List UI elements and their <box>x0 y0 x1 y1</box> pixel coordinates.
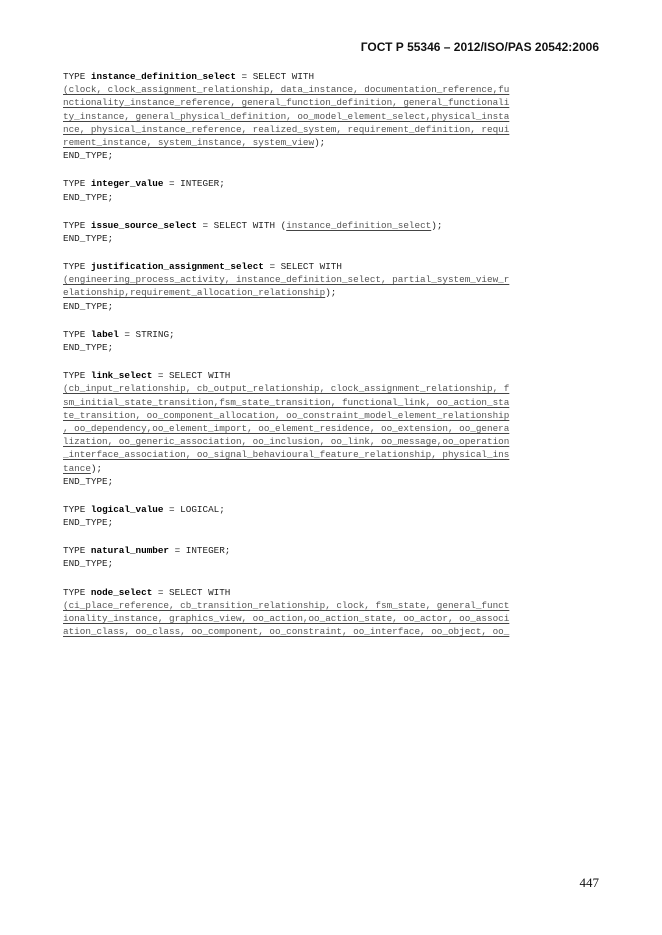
code-line <box>63 557 603 570</box>
reference-text: ation_class, oo_class, oo_component, oo_constraint, oo_interface, oo_object, oo_ <box>63 626 510 638</box>
code-text: TYPE <box>63 586 91 598</box>
code-line <box>63 219 603 232</box>
reference-text: (ci_place_reference, cb_transition_relationship, clock, fsm_state, general_funct <box>63 599 510 611</box>
code-text: END_TYPE; <box>63 558 114 570</box>
code-text: = SELECT WITH <box>263 261 342 273</box>
code-line <box>63 586 603 599</box>
reference-text: _interface_association, oo_signal_behavioural_feature_relationship, physical_ins <box>63 449 510 461</box>
blank-line <box>63 354 603 369</box>
document-header: ГОСТ Р 55346 – 2012/ISO/PAS 20542:2006 <box>360 40 599 54</box>
code-line <box>63 599 603 612</box>
reference-text: tance <box>63 462 91 474</box>
code-line <box>63 191 603 204</box>
code-text: ); <box>325 287 337 299</box>
code-line <box>63 369 603 382</box>
code-line <box>63 396 603 409</box>
code-text: END_TYPE; <box>63 300 114 312</box>
code-text: ); <box>431 219 443 231</box>
code-text: = INTEGER; <box>163 178 225 190</box>
code-line <box>63 625 603 638</box>
reference-text: nctionality_instance_reference, general_function_definition, general_functionali <box>63 97 510 109</box>
reference-text: ionality_instance, graphics_view, oo_action,oo_action_state, oo_actor, oo_associ <box>63 613 510 624</box>
code-line <box>63 177 603 190</box>
code-line <box>63 422 603 435</box>
reference-text: lization, oo_generic_association, oo_inclusion, oo_link, oo_message,oo_operation <box>63 436 510 448</box>
type-name: node_select <box>90 586 153 598</box>
code-text: TYPE <box>63 503 91 515</box>
reference-text: (cb_input_relationship, cb_output_relationship, clock_assignment_relationship, f <box>63 383 510 395</box>
type-name: logical_value <box>90 503 164 515</box>
reference-text: , oo_dependency,oo_element_import, oo_element_residence, oo_extension, oo_genera <box>63 422 510 434</box>
code-text: TYPE <box>63 178 91 190</box>
code-line <box>63 70 603 83</box>
type-name: label <box>90 328 119 340</box>
code-text: END_TYPE; <box>63 191 114 203</box>
code-line <box>63 516 603 529</box>
reference-text: instance_definition_select <box>286 219 432 231</box>
code-text: TYPE <box>63 545 91 557</box>
blank-line <box>63 571 603 586</box>
code-text: END_TYPE; <box>63 232 114 244</box>
code-line <box>63 273 603 286</box>
reference-text: ty_instance, general_physical_definition, oo_model_element_select,physical_insta <box>63 110 510 122</box>
code-text: = INTEGER; <box>169 545 231 557</box>
blank-line <box>63 204 603 219</box>
code-text: = SELECT WITH ( <box>196 219 287 231</box>
code-line <box>63 300 603 313</box>
code-text: END_TYPE; <box>63 342 114 353</box>
code-text: END_TYPE; <box>63 475 114 487</box>
reference-text: rement_instance, system_instance, system_view <box>63 136 315 148</box>
type-name: natural_number <box>90 545 170 557</box>
code-line <box>63 260 603 273</box>
code-line <box>63 83 603 96</box>
blank-line <box>63 529 603 544</box>
code-line <box>63 341 603 354</box>
blank-line <box>63 488 603 503</box>
blank-line <box>63 313 603 328</box>
type-name: link_select <box>90 370 153 382</box>
code-line <box>63 232 603 245</box>
code-text: ); <box>314 136 326 148</box>
code-text: TYPE <box>63 71 91 82</box>
code-text: = LOGICAL; <box>163 503 225 515</box>
code-line <box>63 136 603 149</box>
code-line <box>63 544 603 557</box>
type-name: instance_definition_select <box>90 71 236 82</box>
type-name: issue_source_select <box>90 219 197 231</box>
page-number: 447 <box>579 875 599 890</box>
reference-text: te_transition, oo_component_allocation, oo_constraint_model_element_relationship <box>63 409 510 421</box>
code-line <box>63 96 603 109</box>
code-line <box>63 149 603 162</box>
code-text: TYPE <box>63 328 91 340</box>
code-text: END_TYPE; <box>63 517 114 529</box>
code-line <box>63 448 603 461</box>
code-line <box>63 110 603 123</box>
blank-line <box>63 162 603 177</box>
code-text: = SELECT WITH <box>152 586 231 598</box>
reference-text: (engineering_process_activity, instance_definition_select, partial_system_view_r <box>63 274 510 286</box>
code-line <box>63 612 603 625</box>
code-text: ); <box>90 462 103 474</box>
code-line <box>63 286 603 299</box>
code-line <box>63 435 603 448</box>
code-text: TYPE <box>63 261 91 273</box>
type-name: justification_assignment_select <box>90 261 264 273</box>
type-name: integer_value <box>90 178 164 190</box>
code-line <box>63 382 603 395</box>
code-text: TYPE <box>63 370 91 382</box>
code-text: = SELECT WITH <box>235 71 315 82</box>
code-line <box>63 503 603 516</box>
blank-line <box>63 245 603 260</box>
code-text: = STRING; <box>118 328 175 340</box>
code-text: END_TYPE; <box>63 150 114 162</box>
code-line <box>63 462 603 475</box>
reference-text: nce, physical_instance_reference, realized_system, requirement_definition, requi <box>63 123 510 135</box>
code-listing <box>63 70 603 638</box>
code-line <box>63 328 603 341</box>
code-text: = SELECT WITH <box>152 370 231 382</box>
reference-text: sm_initial_state_transition,fsm_state_transition, functional_link, oo_action_sta <box>63 396 510 408</box>
code-line <box>63 123 603 136</box>
code-line <box>63 409 603 422</box>
code-line <box>63 475 603 488</box>
code-text: TYPE <box>63 219 91 231</box>
reference-text: elationship,requirement_allocation_relationship <box>63 287 326 299</box>
reference-text: (clock, clock_assignment_relationship, data_instance, documentation_reference,fu <box>63 84 510 96</box>
